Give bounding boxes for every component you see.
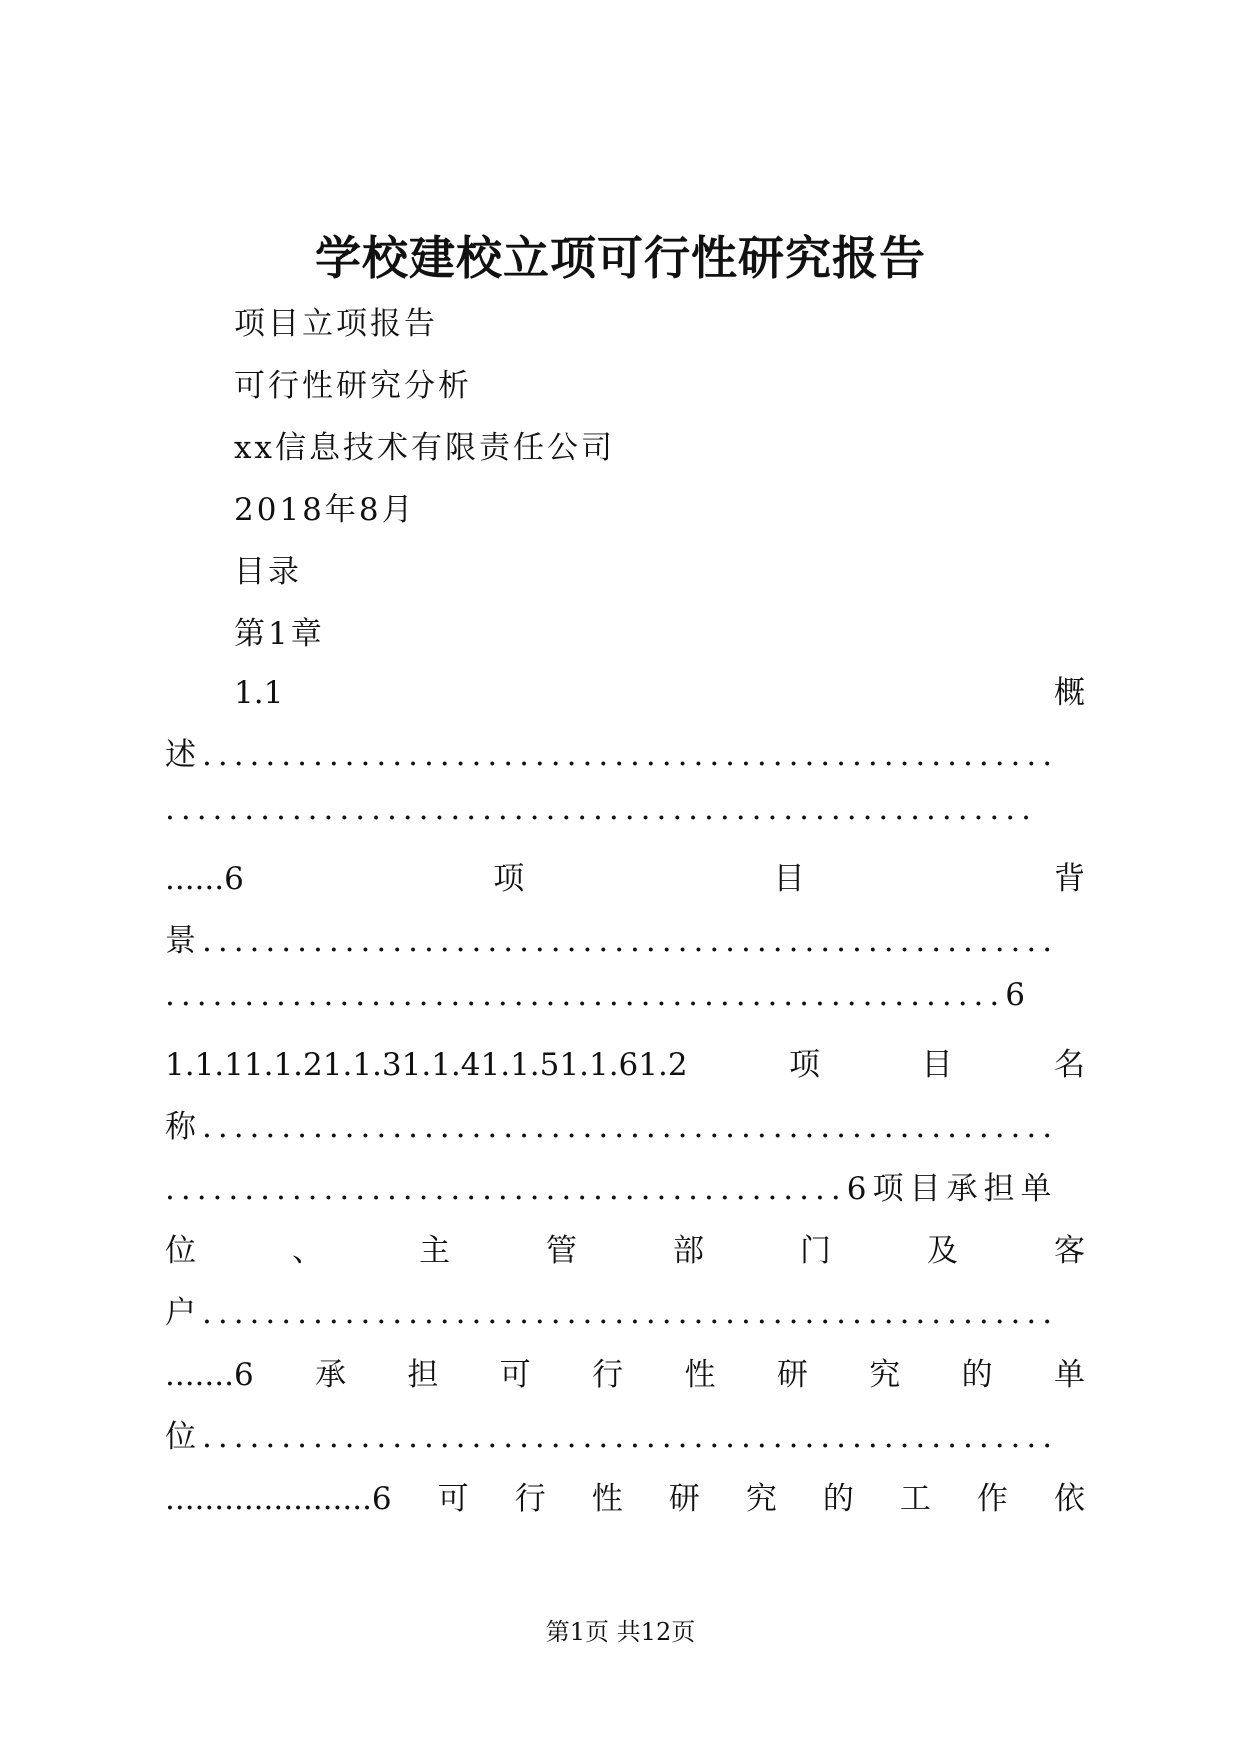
toc-segment: 行 xyxy=(514,1481,546,1517)
toc-line xyxy=(165,1411,1085,1455)
toc-line xyxy=(165,1349,1085,1393)
toc-line xyxy=(165,853,1085,897)
intro-line-company: xx信息技术有限责任公司 xyxy=(234,430,615,466)
toc-segment: .....................................................6 xyxy=(165,977,1031,1013)
toc-segment: 目 xyxy=(773,861,805,897)
toc-line xyxy=(165,1101,1085,1145)
toc-segment: 目 xyxy=(921,1047,953,1083)
toc-segment: 可 xyxy=(499,1357,531,1393)
toc-segment: 1.1.11.1.21.1.31.1.41.1.51.1.61.2 xyxy=(165,1047,688,1083)
toc-segment: 承 xyxy=(315,1357,347,1393)
intro-line-1: 项目立项报告 xyxy=(234,306,438,342)
toc-segment: 1.1 xyxy=(234,675,284,711)
chapter-heading: 第1章 xyxy=(234,616,325,652)
toc-segment: 的 xyxy=(961,1357,993,1393)
toc-segment: 究 xyxy=(745,1481,777,1517)
toc-segment: 作 xyxy=(976,1481,1008,1517)
toc-segment: ....................................................... xyxy=(165,791,1037,827)
toc-segment: .....................6 xyxy=(165,1481,392,1517)
toc-segment: 位...................................................... xyxy=(165,1419,1059,1455)
toc-segment: ......6 xyxy=(165,861,244,897)
toc-segment: .......6 xyxy=(165,1357,254,1393)
toc-segment: 概 xyxy=(1054,675,1085,711)
document-title: 学校建校立项可行性研究报告 xyxy=(315,231,926,285)
toc-line xyxy=(165,1473,1085,1517)
toc-line xyxy=(165,729,1085,773)
toc-segment: 户...................................................... xyxy=(165,1295,1059,1331)
toc-segment: 及 xyxy=(927,1233,958,1269)
toc-segment: 工 xyxy=(899,1481,931,1517)
toc-segment: 部 xyxy=(673,1233,704,1269)
toc-line xyxy=(165,1039,1085,1083)
toc-segment: 名 xyxy=(1053,1047,1085,1083)
toc-segment: 依 xyxy=(1053,1481,1085,1517)
toc-segment: 管 xyxy=(546,1233,577,1269)
toc-segment: 的 xyxy=(822,1481,854,1517)
toc-segment: 研 xyxy=(776,1357,808,1393)
toc-segment: 客 xyxy=(1054,1233,1085,1269)
toc-segment: 、 xyxy=(292,1233,323,1269)
toc-segment: 行 xyxy=(592,1357,624,1393)
toc-segment: 可 xyxy=(437,1481,469,1517)
toc-segment: ...........................................6项目承担单 xyxy=(165,1171,1058,1207)
toc-line xyxy=(234,667,1085,711)
toc-segment: 述...................................................... xyxy=(165,737,1059,773)
toc-segment: 门 xyxy=(800,1233,831,1269)
toc-heading: 目录 xyxy=(234,554,302,590)
toc-segment: 性 xyxy=(684,1357,716,1393)
page-footer: 第1页 共12页 xyxy=(545,1618,696,1646)
toc-segment: 位 xyxy=(165,1233,196,1269)
toc-segment: 背 xyxy=(1053,861,1085,897)
toc-segment: 究 xyxy=(869,1357,901,1393)
toc-segment: 项 xyxy=(789,1047,821,1083)
toc-line xyxy=(165,1287,1085,1331)
toc-line xyxy=(165,791,1085,831)
intro-line-date: 2018年8月 xyxy=(234,492,416,528)
toc-line xyxy=(165,1225,1085,1269)
toc-segment: 单 xyxy=(1053,1357,1085,1393)
toc-segment: 称...................................................... xyxy=(165,1109,1059,1145)
toc-line xyxy=(165,1163,1085,1207)
toc-segment: 项 xyxy=(493,861,525,897)
toc-segment: 研 xyxy=(668,1481,700,1517)
toc-segment: 性 xyxy=(591,1481,623,1517)
toc-line xyxy=(165,915,1085,959)
toc-line xyxy=(165,977,1085,1017)
toc-segment: 主 xyxy=(419,1233,450,1269)
toc-segment: 景...................................................... xyxy=(165,923,1059,959)
toc-segment: 担 xyxy=(407,1357,439,1393)
intro-line-2: 可行性研究分析 xyxy=(234,368,472,404)
